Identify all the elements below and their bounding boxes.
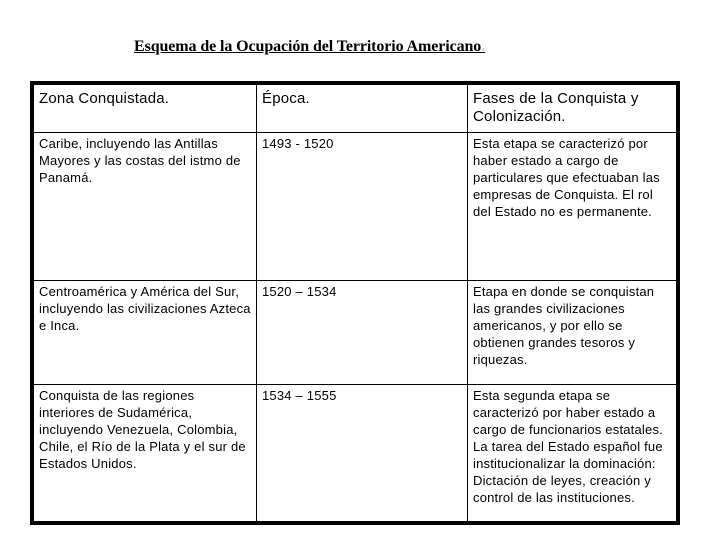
cell-fase: Etapa en donde se conquistan las grandes civilizaciones americanos, y por ello se obtienen grandes tesoros y riquezas. xyxy=(468,281,677,385)
occupation-table xyxy=(33,84,677,522)
document-title-trailing: . xyxy=(481,38,486,55)
occupation-table-frame xyxy=(30,81,680,525)
document-title-text: Esquema de la Ocupación del Territorio Americano xyxy=(134,38,482,55)
table-row xyxy=(34,281,677,385)
table-header-row xyxy=(34,85,677,133)
cell-fase: Esta etapa se caracterizó por haber estado a cargo de particulares que efectuaban las empresas de Conquista. El rol del Estado no es permanente. xyxy=(468,133,677,281)
cell-epoca: 1520 – 1534 xyxy=(257,281,468,385)
document-title xyxy=(134,38,485,56)
cell-epoca: 1534 – 1555 xyxy=(257,385,468,522)
cell-zona: Caribe, incluyendo las Antillas Mayores y las costas del istmo de Panamá. xyxy=(34,133,257,281)
header-epoca: Época. xyxy=(257,85,468,133)
cell-zona: Conquista de las regiones interiores de Sudamérica, incluyendo Venezuela, Colombia, Chile, el Río de la Plata y el sur de Estados Unidos. xyxy=(34,385,257,522)
table-row xyxy=(34,385,677,522)
cell-epoca: 1493 - 1520 xyxy=(257,133,468,281)
cell-fase: Esta segunda etapa se caracterizó por haber estado a cargo de funcionarios estatales. La tarea del Estado español fue institucionalizar la dominación: Dictación de leyes, creación y control de las instituciones. xyxy=(468,385,677,522)
header-fases: Fases de la Conquista y Colonización. xyxy=(468,85,677,133)
cell-zona: Centroamérica y América del Sur, incluyendo las civilizaciones Azteca e Inca. xyxy=(34,281,257,385)
table-row xyxy=(34,133,677,281)
header-zona: Zona Conquistada. xyxy=(34,85,257,133)
